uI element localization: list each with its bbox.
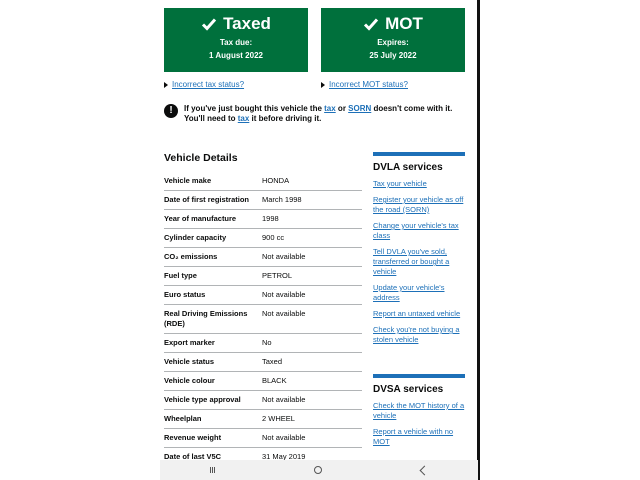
sorn-vehicle-link[interactable]: Register your vehicle as off the road (SORN) (373, 195, 464, 214)
tax-your-vehicle-link[interactable]: Tax your vehicle (373, 179, 427, 188)
tick-icon (363, 16, 379, 32)
mot-expires-label: Expires: (377, 38, 409, 47)
table-row: Vehicle make HONDA (164, 172, 362, 191)
home-icon[interactable] (314, 466, 322, 474)
incorrect-mot-status-link[interactable]: Incorrect MOT status? (321, 80, 408, 89)
table-row: Vehicle status Taxed (164, 353, 362, 372)
table-row: Export marker No (164, 334, 362, 353)
tick-icon (201, 16, 217, 32)
report-no-mot-link[interactable]: Report a vehicle with no MOT (373, 427, 454, 446)
table-row: CO₂ emissions Not available (164, 248, 362, 267)
table-row: Euro status Not available (164, 286, 362, 305)
mot-status-title: MOT (385, 14, 423, 33)
window-edge (477, 0, 480, 480)
table-row: Vehicle colour BLACK (164, 372, 362, 391)
tax-status-box (164, 8, 308, 72)
incorrect-tax-status-link[interactable]: Incorrect tax status? (164, 80, 244, 89)
table-row: Date of last V5C 31 May 2019 (164, 448, 362, 460)
dvla-services-panel (373, 152, 465, 351)
triangle-right-icon (164, 82, 168, 88)
triangle-right-icon (321, 82, 325, 88)
tax-due-date: 1 August 2022 (209, 51, 263, 60)
tax-due-label: Tax due: (219, 38, 253, 47)
table-row: Fuel type PETROL (164, 267, 362, 286)
dvsa-services-heading: DVSA services (373, 384, 444, 395)
dvsa-services-panel (373, 374, 465, 453)
blue-bar (373, 152, 465, 156)
table-row: Vehicle type approval Not available (164, 391, 362, 410)
blue-bar (373, 374, 465, 378)
change-tax-class-link[interactable]: Change your vehicle's tax class (373, 221, 459, 240)
warning-notice (164, 104, 474, 124)
tax-link[interactable]: tax (324, 104, 336, 113)
table-row: Date of first registration March 1998 (164, 191, 362, 210)
table-row: Wheelplan 2 WHEEL (164, 410, 362, 429)
table-row: Cylinder capacity 900 cc (164, 229, 362, 248)
mot-history-link[interactable]: Check the MOT history of a vehicle (373, 401, 465, 420)
update-address-link[interactable]: Update your vehicle's address (373, 283, 445, 302)
tax-status-title: Taxed (223, 14, 271, 33)
warning-text: If you've just bought this vehicle the tax or SORN doesn't come with it. You'll need to tax it before driving it. (184, 104, 453, 123)
vehicle-details-heading: Vehicle Details (164, 152, 238, 164)
recent-apps-icon[interactable] (210, 467, 215, 473)
mot-status-box (321, 8, 465, 72)
back-icon[interactable] (420, 465, 430, 475)
table-row: Real Driving Emissions (RDE) Not available (164, 305, 362, 334)
check-stolen-link[interactable]: Check you're not buying a stolen vehicle (373, 325, 460, 344)
vehicle-details-table (164, 172, 362, 460)
tax-link-2[interactable]: tax (237, 114, 250, 123)
vehicle-enquiry-page (160, 0, 478, 460)
dvla-services-heading: DVLA services (373, 162, 443, 173)
android-nav-bar (160, 460, 478, 480)
sorn-link[interactable]: SORN (348, 104, 372, 113)
tell-dvla-sold-link[interactable]: Tell DVLA you've sold, transferred or bought a vehicle (373, 247, 450, 276)
mot-expires-date: 25 July 2022 (369, 51, 417, 60)
report-untaxed-link[interactable]: Report an untaxed vehicle (373, 309, 461, 318)
exclamation-icon: ! (164, 104, 178, 118)
table-row: Revenue weight Not available (164, 429, 362, 448)
table-row: Year of manufacture 1998 (164, 210, 362, 229)
